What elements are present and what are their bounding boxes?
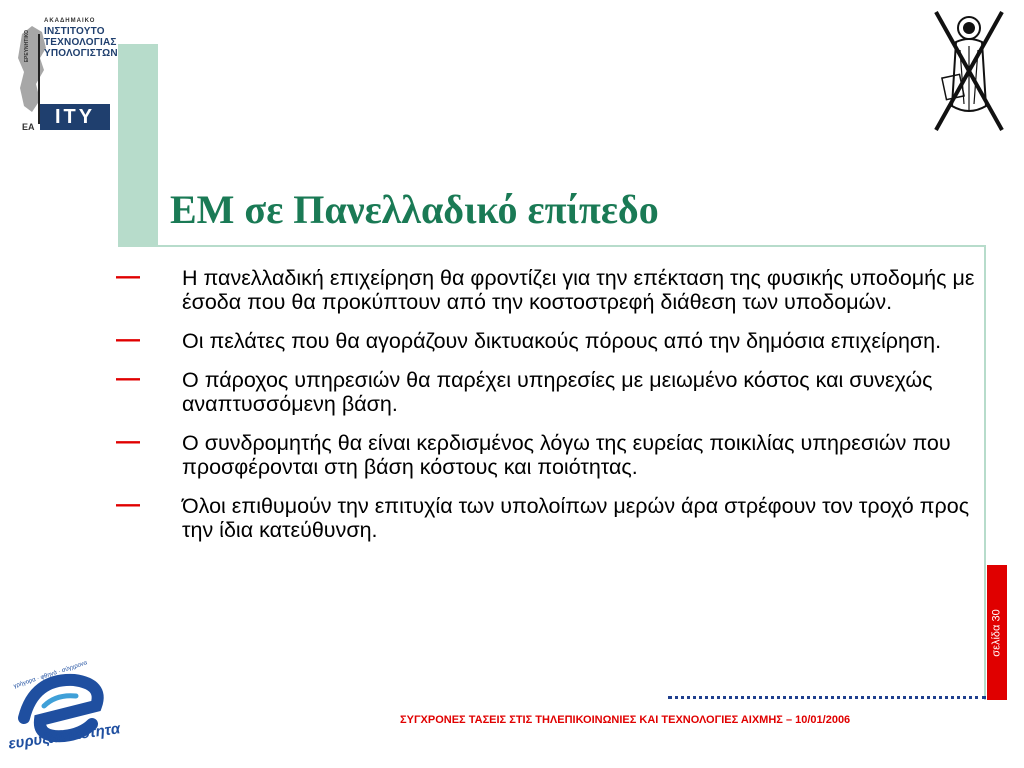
slide-title: ΕΜ σε Πανελλαδικό επίπεδο xyxy=(170,187,659,232)
ity-brand: ΙΤΥ xyxy=(40,104,110,130)
bullet-item xyxy=(116,326,976,353)
ity-vertical-label: ΕΡΕΥΝΗΤΙΚΟ xyxy=(24,30,30,63)
bullet-text: Ο συνδρομητής θα είναι κερδισμένος λόγω της ευρείας ποικιλίας υπηρεσιών που προσφέρονται στη βάση κόστους και ποιότητας. xyxy=(182,431,951,479)
bullet-item xyxy=(116,365,976,416)
bullet-dash: — xyxy=(116,263,140,290)
ity-name-line: ΥΠΟΛΟΓΙΣΤΩΝ xyxy=(44,48,118,59)
page-number-label: σελίδα 30 xyxy=(991,608,1004,657)
frame-top-line xyxy=(118,245,986,247)
bullet-dash: — xyxy=(116,491,140,518)
broadband-tagline: γρήγορα · φθηνά · σύγχρονα xyxy=(12,660,89,690)
left-accent-bar xyxy=(118,44,158,246)
bullet-text: Οι πελάτες που θα αγοράζουν δικτυακούς πόρους από την δημόσια επιχείρηση. xyxy=(182,329,942,353)
saint-emblem-icon xyxy=(930,6,1008,136)
bullet-dash: — xyxy=(116,365,140,392)
ity-name-line: ΤΕΧΝΟΛΟΓΙΑΣ xyxy=(44,37,117,48)
frame-right-line xyxy=(984,245,986,700)
bullet-text: Η πανελλαδική επιχείρηση θα φροντίζει για την επέκταση της φυσικής υποδομής με έσοδα που θα προκύπτουν από την κοστοστρεφή διάθεση των υποδομών. xyxy=(182,266,975,314)
footer-text: ΣΥΓΧΡΟΝΕΣ ΤΑΣΕΙΣ ΣΤΙΣ ΤΗΛΕΠΙΚΟΙΝΩΝΙΕΣ ΚΑΙ ΤΕΧΝΟΛΟΓΙΕΣ ΑΙΧΜΗΣ – 10/01/2006 xyxy=(400,714,851,726)
bullet-dash: — xyxy=(116,428,140,455)
broadband-brand: ευρυζωνικότητα xyxy=(7,720,122,753)
bullet-item xyxy=(116,428,976,479)
bullet-list xyxy=(116,263,976,557)
bullet-text: Όλοι επιθυμούν την επιτυχία των υπολοίπων μερών άρα στρέφουν τον τροχό προς την ίδια κατεύθυνση. xyxy=(182,494,970,542)
bullet-dash: — xyxy=(116,326,140,353)
ity-ea-label: ΕΑ xyxy=(22,122,35,132)
ity-academy-label: ΑΚΑΔΗΜΑΙΚΟ xyxy=(44,18,96,24)
bullet-item xyxy=(116,491,976,542)
bullet-item xyxy=(116,263,976,314)
dotted-separator xyxy=(668,696,986,699)
ity-name-line: ΙΝΣΤΙΤΟΥΤΟ xyxy=(44,26,105,37)
ity-institute-name xyxy=(44,26,118,59)
page-number xyxy=(987,565,1007,700)
bullet-text: Ο πάροχος υπηρεσιών θα παρέχει υπηρεσίες με μειωμένο κόστος και συνεχώς αναπτυσσόμενη βάση. xyxy=(182,368,933,416)
